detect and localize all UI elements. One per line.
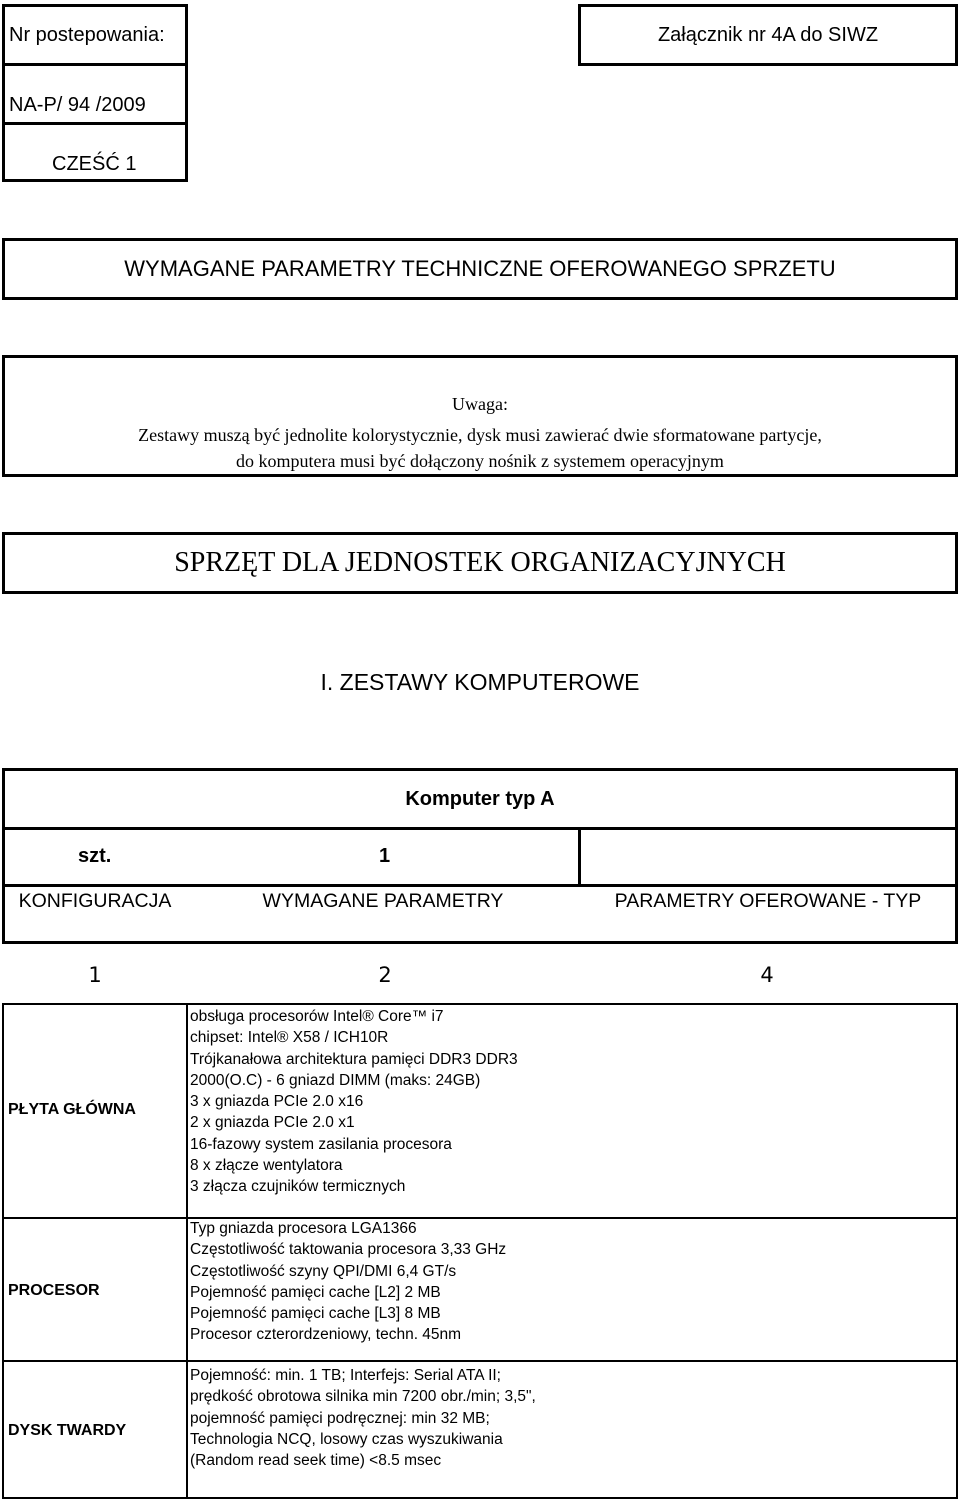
- spec-line: Pojemność pamięci cache [L2] 2 MB: [190, 1283, 441, 1301]
- spec-line: Pojemność pamięci cache [L3] 8 MB: [190, 1305, 441, 1323]
- rows-bottom-line: [2, 1497, 958, 1499]
- row-label-hard-drive: DYSK TWARDY: [8, 1422, 127, 1439]
- spec-line: 3 x gniazda PCIe 2.0 x16: [190, 1093, 364, 1111]
- col-number-2: 2: [378, 963, 392, 987]
- rows-col-divider: [186, 1003, 188, 1499]
- qty-divider: [578, 828, 581, 886]
- note-line-2: do komputera musi być dołączony nośnik z systemem operacyjnym: [236, 451, 724, 471]
- case-divider-1: [2, 63, 188, 66]
- spec-line: Procesor czterordzeniowy, techn. 45nm: [190, 1326, 462, 1344]
- case-label: Nr postepowania:: [9, 24, 165, 46]
- spec-line: pojemność pamięci podręcznej: min 32 MB;: [190, 1409, 490, 1427]
- note-line-1: Zestawy muszą być jednolite kolorystycznie, dysk musi zawierać dwie sformatowane partycje,: [138, 425, 822, 445]
- row-label-processor: PROCESOR: [8, 1282, 100, 1299]
- section-title-box: [2, 532, 958, 594]
- spec-line: 2000(O.C) - 6 gniazd DIMM (maks: 24GB): [190, 1071, 481, 1089]
- header-required: WYMAGANE PARAMETRY: [262, 889, 504, 912]
- spec-line: Technologia NCQ, losowy czas wyszukiwania: [190, 1430, 503, 1448]
- spec-line: Częstotliwość taktowania procesora 3,33 GHz: [190, 1241, 507, 1259]
- col-number-4: 4: [760, 963, 774, 987]
- spec-line: 3 złącza czujników termicznych: [190, 1178, 406, 1196]
- spec-line: Trójkanałowa architektura pamięci DDR3 DDR3: [190, 1050, 518, 1068]
- row-spec-hard-drive: [190, 1365, 536, 1471]
- row-spec-processor: [190, 1218, 506, 1346]
- header-config: KONFIGURACJA: [18, 889, 172, 912]
- row-2-bottom-line: [2, 1360, 958, 1362]
- case-number: NA-P/ 94 /2009: [9, 94, 146, 116]
- rows-left-border: [2, 1003, 4, 1499]
- subsection-title: I. ZESTAWY KOMPUTEROWE: [320, 668, 640, 695]
- col-number-1: 1: [88, 963, 102, 987]
- qty-label: szt.: [78, 845, 112, 867]
- spec-line: obsługa procesorów Intel® Core™ i7: [190, 1008, 444, 1025]
- spec-line: 2 x gniazda PCIe 2.0 x1: [190, 1114, 355, 1132]
- header-offered: PARAMETRY OFEROWANE - TYP: [614, 889, 922, 912]
- attachment-box: [578, 4, 958, 66]
- spec-line: 16-fazowy system zasilania procesora: [190, 1135, 452, 1153]
- spec-line: Pojemność: min. 1 TB; Interfejs: Serial ATA II;: [190, 1367, 501, 1384]
- main-title: WYMAGANE PARAMETRY TECHNICZNE OFEROWANEGO SPRZETU: [124, 256, 836, 281]
- section-title: SPRZĘT DLA JEDNOSTEK ORGANIZACYJNYCH: [174, 547, 786, 578]
- main-title-box: [2, 238, 958, 300]
- spec-line: (Random read seek time) <8.5 msec: [190, 1452, 442, 1470]
- product-title: Komputer typ A: [405, 787, 555, 810]
- row-spec-motherboard: [190, 1006, 518, 1198]
- rows-top-line: [2, 1003, 958, 1005]
- note-box: [2, 355, 958, 477]
- header-bottom-line: [2, 941, 958, 944]
- spec-line: Typ gniazda procesora LGA1366: [190, 1220, 417, 1237]
- spec-line: 8 x złącze wentylatora: [190, 1157, 343, 1175]
- spec-line: prędkość obrotowa silnika min 7200 obr./min; 3,5",: [190, 1388, 536, 1406]
- rows-right-border: [956, 1003, 958, 1499]
- case-divider-2: [2, 122, 188, 125]
- spec-line: chipset: Intel® X58 / ICH10R: [190, 1029, 389, 1047]
- attachment-label: Załącznik nr 4A do SIWZ: [657, 23, 879, 46]
- part-label: CZEŚĆ 1: [52, 153, 137, 175]
- row-label-motherboard: PŁYTA GŁÓWNA: [8, 1101, 136, 1118]
- spec-line: Częstotliwość szyny QPI/DMI 6,4 GT/s: [190, 1262, 457, 1280]
- note-title: Uwaga:: [452, 394, 508, 414]
- qty-value: 1: [379, 845, 391, 867]
